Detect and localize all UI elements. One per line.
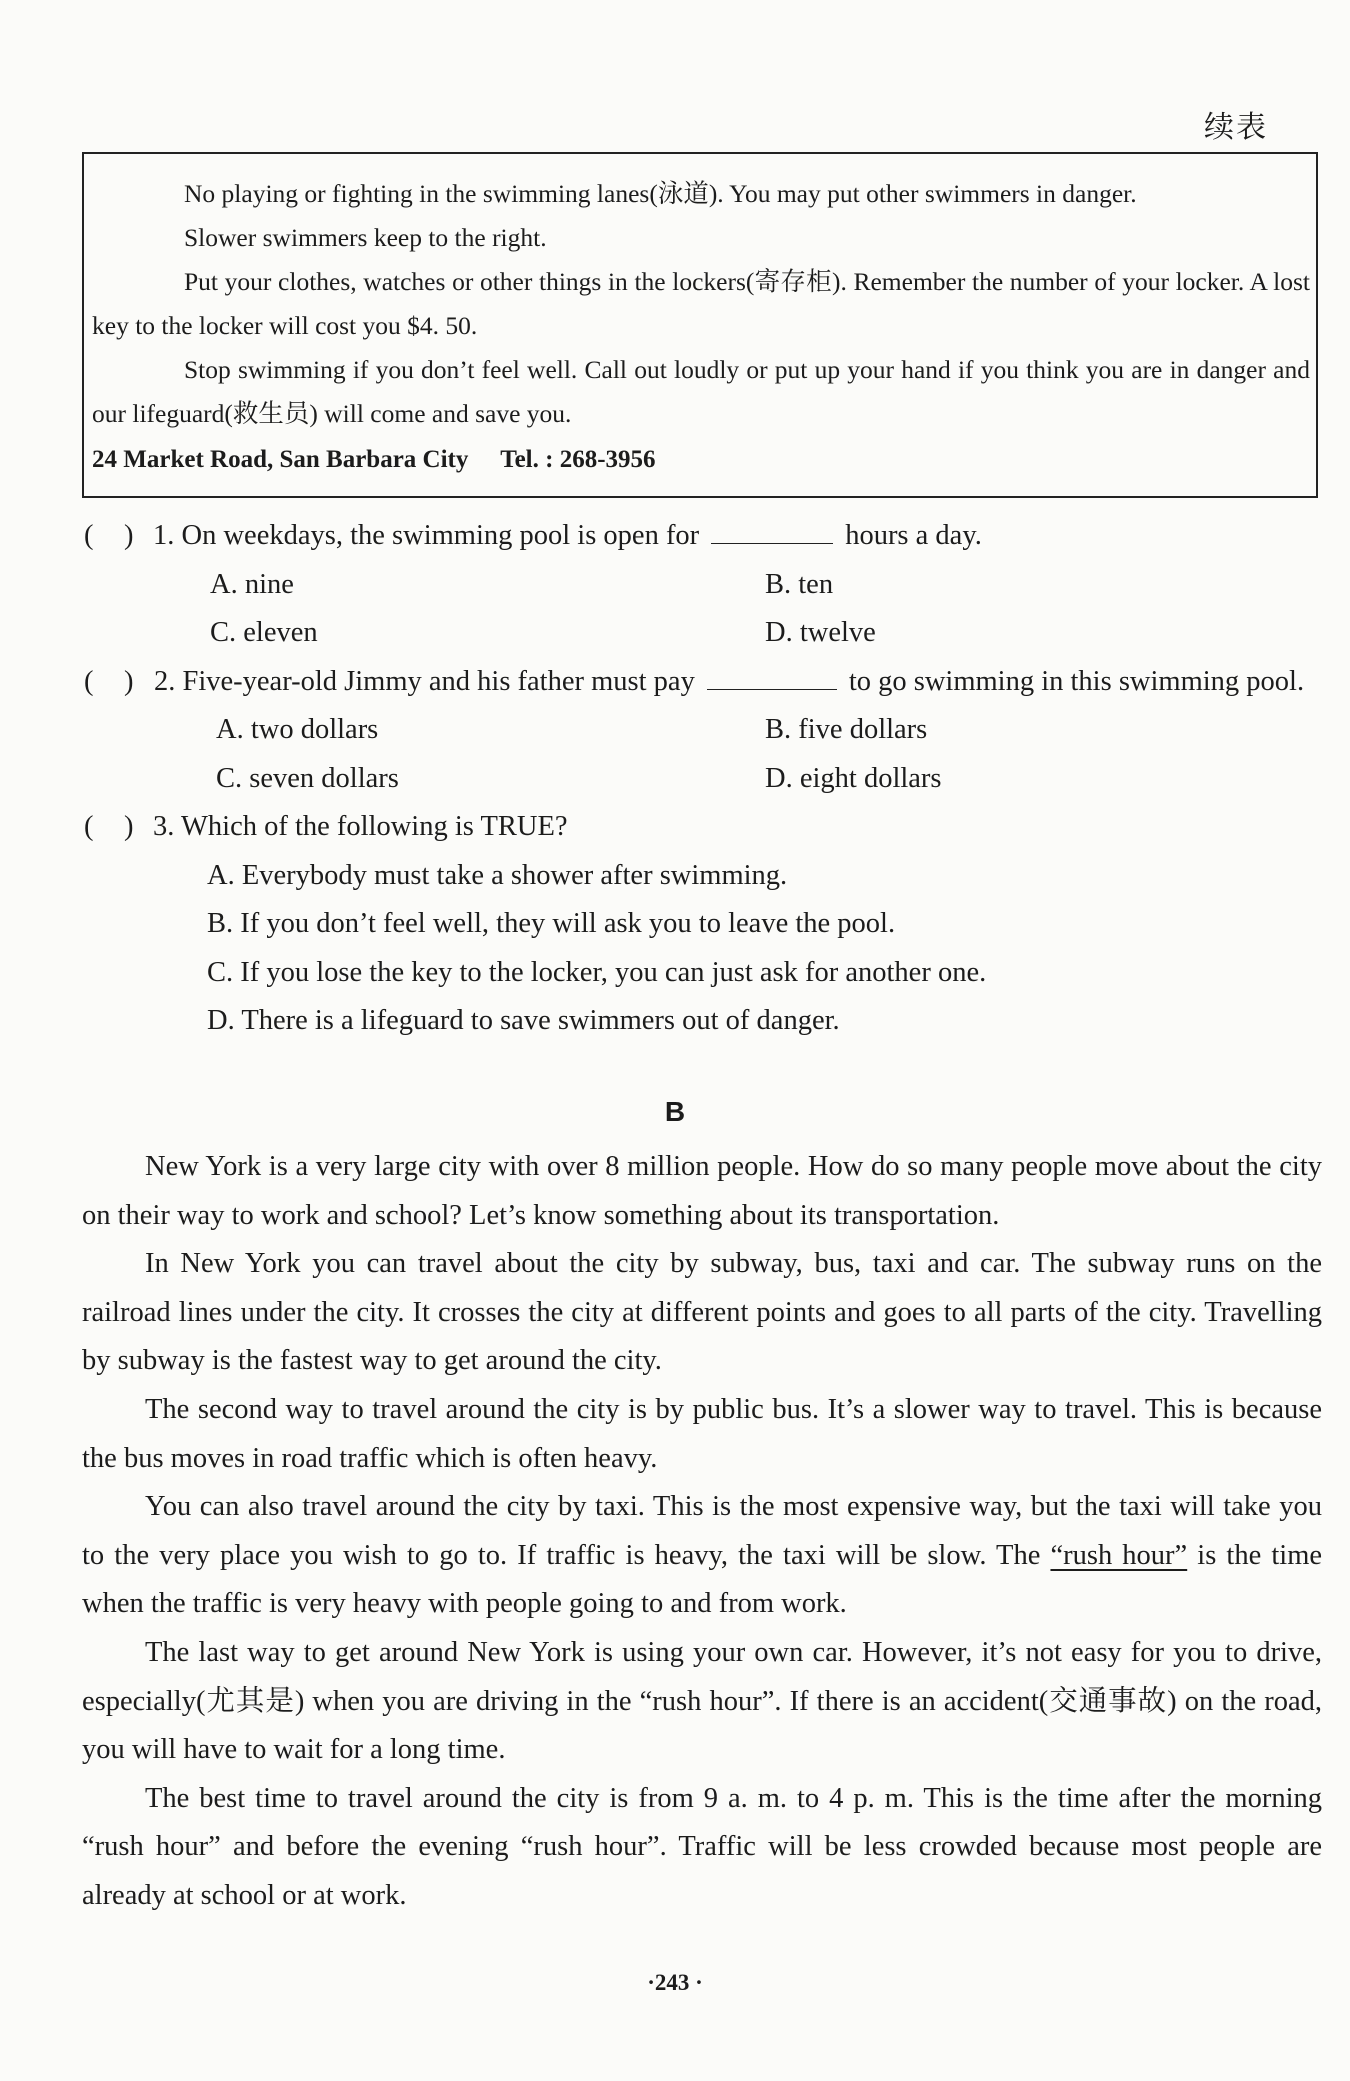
rush-hour-underlined: “rush hour” [1050,1539,1188,1571]
question-number: 3. [153,811,175,842]
question-stem: 3. Which of the following is TRUE? [153,811,568,842]
option-b: B. ten [765,568,834,600]
passage-paragraph: The second way to travel around the city is by public bus. It’s a slower way to travel. This is because the bus moves in road traffic which is often heavy. [82,1393,1322,1474]
answer-bracket[interactable]: ( ) [84,811,134,842]
notice-telephone: Tel. : 268-3956 [500,446,656,473]
question-3 [82,803,1322,852]
option-c: C. eleven [210,617,318,648]
notice-address: 24 Market Road, San Barbara City [92,446,469,473]
answer-blank [707,663,837,690]
question-2 [82,658,1322,707]
option-d: D. twelve [765,617,876,648]
option-d: D. There is a lifeguard to save swimmers out of danger. [207,1005,840,1036]
option-a: A. Everybody must take a shower after swimming. [207,859,788,891]
reading-passage-b [82,1143,1322,1921]
question-list [82,512,1322,1046]
notice-paragraph: Slower swimmers keep to the right. [184,223,547,252]
answer-blank [711,517,833,544]
passage-paragraph: New York is a very large city with over 8 million people. How do so many people move about the city on their way to work and school? Let’s know something about its transportation. [82,1151,1322,1231]
passage-paragraph: In New York you can travel about the city by subway, bus, taxi and car. The subway runs on the railroad lines under the city. It crosses the city at different points and goes to all parts of the city. Travelling by subway is the fastest way to get around the city. [82,1248,1322,1377]
answer-bracket[interactable]: ( ) [84,520,134,551]
options-list [207,852,1322,1046]
option-a: A. nine [210,568,294,600]
option-c: C. seven dollars [216,762,399,794]
page-number: ·243 · [647,1970,703,1995]
options-grid [210,561,1322,658]
option-b: B. If you don’t feel well, they will ask you to leave the pool. [207,908,896,939]
notice-paragraph: Put your clothes, watches or other things in the lockers(寄存柜). Remember the number of your locker. A lost key to the locker will cost you $4. 50. [92,267,1310,340]
notice-paragraph: Stop swimming if you don’t feel well. Call out loudly or put up your hand if you think you are in danger and our lifeguard(救生员) will come and save you. [92,355,1310,428]
question-number: 2. [154,665,176,697]
option-c: C. If you lose the key to the locker, you can just ask for another one. [207,956,987,988]
continued-label: 续表 [1204,111,1268,144]
passage-paragraph: You can also travel around the city by taxi. This is the most expensive way, but the taxi will take you to the very place you wish to go to. If traffic is heavy, the taxi will be slow. The “rush hour” is the time when the traffic is very heavy with people going to and from work. [82,1491,1323,1620]
question-stem: 2. Five-year-old Jimmy and his father must pay to go swimming in this swimming pool. [154,658,1322,707]
swimming-pool-notice [82,152,1318,498]
notice-address-line [92,438,1310,482]
notice-paragraph: No playing or fighting in the swimming lanes(泳道). You may put other swimmers in danger. [184,179,1137,208]
question-number: 1. [153,520,175,551]
question-1 [82,512,1322,561]
option-d: D. eight dollars [765,762,942,794]
options-grid [216,706,1322,803]
option-b: B. five dollars [765,714,928,745]
option-a: A. two dollars [216,714,379,745]
answer-bracket[interactable]: ( ) [84,665,134,697]
passage-paragraph: The best time to travel around the city is from 9 a. m. to 4 p. m. This is the time after the morning “rush hour” and before the evening “rush hour”. Traffic will be less crowded because most people are already at school or at work. [82,1782,1322,1911]
section-heading: B [664,1096,686,1127]
question-stem: 1. On weekdays, the swimming pool is open for hours a day. [153,512,1322,561]
passage-paragraph: The last way to get around New York is using your own car. However, it’s not easy for you to drive, especially(尤其是) when you are driving in the “rush hour”. If there is an accident(交通事故) on the road, you will have to wait for a long time. [82,1636,1322,1766]
